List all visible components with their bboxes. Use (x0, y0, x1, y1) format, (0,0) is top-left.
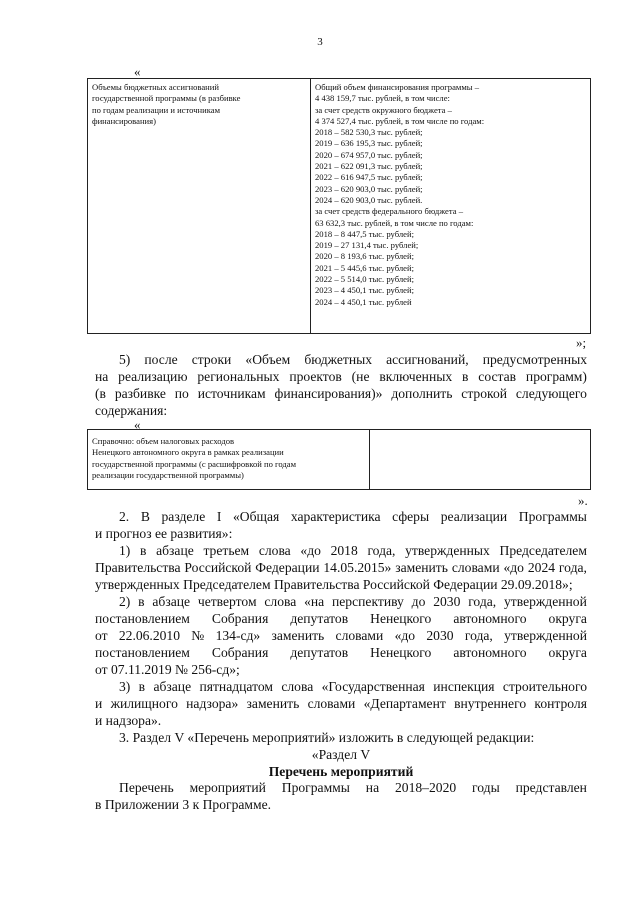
section-2-amendments: 2. В разделе I «Общая характеристика сферы реализации Программы и прогноз ее развития»: 1) в абзаце третьем слова «до 2018 года, утвержденных Председателем Правительства Российской Федерации 14.05.2015» заменить словами «до 2024 года, утвержденных Председателем Правительства Российской Федерации 29.09.2018»; 2) в абзаце четвертом слова «на перспективу до 2030 года, утвержденной постановлением Собрания депутатов Ненецкого автономного округа от 22.06.2010 № 134-сд» заменить словами «до 2030 года, утвержденной постановлением Собрания депутатов Ненецкого автономного округа от 07.11.2019 № 256-сд»; 3) в абзаце пятнадцатом слова «Государственная инспекция строительного и жилищного надзора» заменить словами «Департамент внутреннего контроля и надзора». 3. Раздел V «Перечень мероприятий» изложить в следующей редакции: «Раздел V Перечень мероприятий (95, 509, 587, 779)
opening-quote-2: « (134, 417, 141, 432)
page-number: 3 (317, 36, 323, 48)
tax-expenditure-label: Справочно: объем налоговых расходов Ненецкого автономного округа в рамках реализации государственной программы (с расшифровкой по годам реализации государственной программы) (92, 436, 297, 480)
section-v-title: «Раздел V (311, 747, 371, 762)
budget-table-label: Объемы бюджетных ассигнований государственной программы (в разбивке по годам реализации и источникам финансирования) (92, 82, 241, 126)
final-paragraph: Перечень мероприятий Программы на 2018–2020 годы представлен в Приложении 3 к Программе. (95, 780, 587, 812)
paragraph-5: 5) после строки «Объем бюджетных ассигнований, предусмотренных на реализацию региональных проектов (не включенных в состав программ) (в разбивке по источникам финансирования)» дополнить строкой следующего содержания: (95, 352, 587, 418)
table-divider (369, 430, 370, 489)
budget-table-values: Общий объем финансирования программы – 4 438 159,7 тыс. рублей, в том числе: за счет средств окружного бюджета – 4 374 527,4 тыс. рублей, в том числе по годам: 2018 – 582 530,3 тыс. рублей; 2019 – 636 195,3 тыс. рублей; 2020 – 674 957,0 тыс. рублей; 2021 – 622 091,3 тыс. рублей; 2022 – 616 947,5 тыс. рублей; 2023 – 620 903,0 тыс. рублей; 2024 – 620 903,0 тыс. рублей. за счет средств федерального бюджета – 63 632,3 тыс. рублей, в том числе по годам: 2018 – 8 447,5 тыс. рублей; 2019 – 27 131,4 тыс. рублей; 2020 – 8 193,6 тыс. рублей; 2021 – 5 445,6 тыс. рублей; 2022 – 5 514,0 тыс. рублей; 2023 – 4 450,1 тыс. рублей; 2024 – 4 450,1 тыс. рублей (315, 82, 485, 307)
table-divider (310, 79, 311, 333)
budget-table (87, 78, 591, 334)
tax-expenditure-table (87, 429, 591, 490)
section-heading: Перечень мероприятий (268, 764, 414, 779)
opening-quote-1: « (134, 64, 141, 79)
closing-quote-2: ». (578, 493, 588, 508)
closing-quote-1: »; (576, 335, 587, 350)
